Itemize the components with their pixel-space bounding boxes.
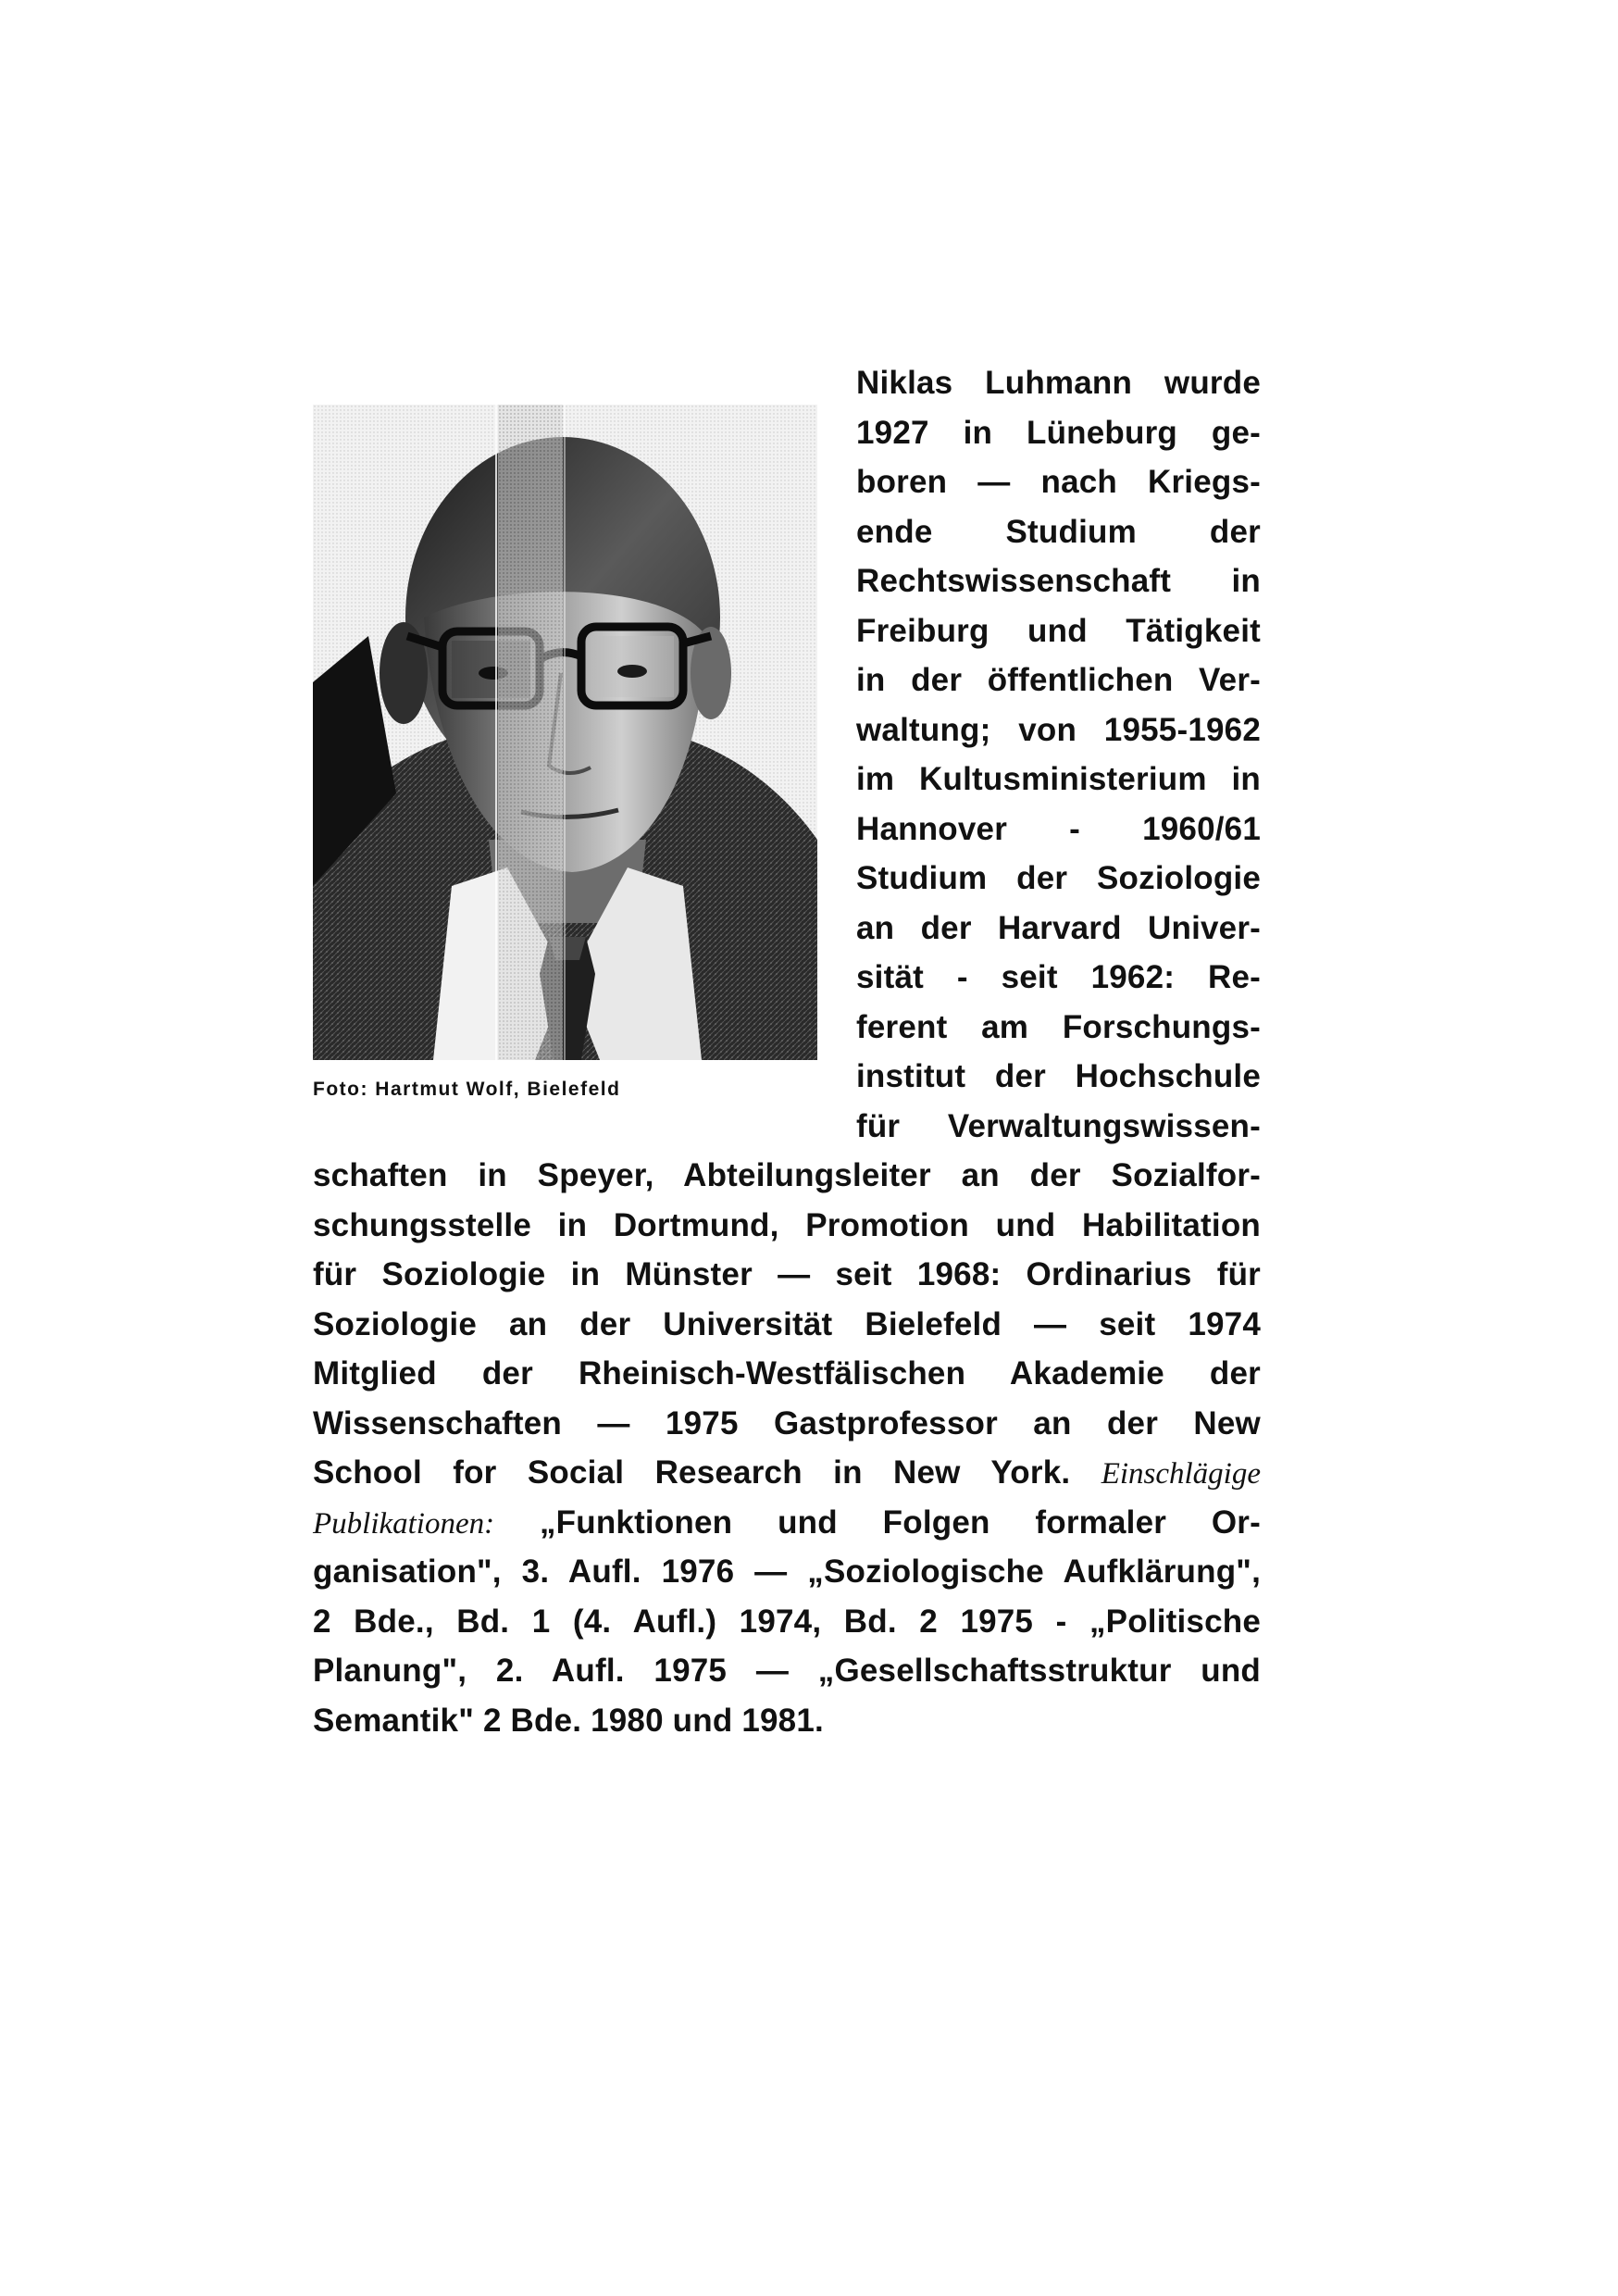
bio-line: Mitglied der Rheinisch-Westfälischen Akademie der bbox=[313, 1355, 1261, 1391]
bio-line: Wissenschaften — 1975 Gastprofessor an der New bbox=[313, 1404, 1261, 1441]
bio-line: Semantik" 2 Bde. 1980 und 1981. bbox=[313, 1702, 824, 1739]
bio-line: waltung; von 1955-1962 bbox=[856, 711, 1261, 748]
bio-line: ganisation", 3. Aufl. 1976 — „Soziologische Aufklärung", bbox=[313, 1554, 1261, 1590]
bio-line-italic: Publikationen: bbox=[313, 1506, 495, 1541]
bio-line: an der Harvard Univer- bbox=[856, 909, 1261, 946]
bio-line: sität - seit 1962: Re- bbox=[856, 959, 1261, 995]
bio-line: für Soziologie in Münster — seit 1968: Ordinarius für bbox=[313, 1256, 1261, 1292]
bio-line: Planung", 2. Aufl. 1975 — „Gesellschaftsstruktur und bbox=[313, 1653, 1261, 1689]
bio-line: Studium der Soziologie bbox=[856, 860, 1261, 896]
bio-line-text: School for Social Research in New York. bbox=[313, 1454, 1071, 1491]
bio-line-italic: Einschlägige bbox=[1101, 1457, 1261, 1491]
bio-line: schaften in Speyer, Abteilungsleiter an der Sozialfor- bbox=[313, 1157, 1261, 1193]
bio-line: Rechtswissenschaft in bbox=[856, 563, 1261, 599]
bio-line: Niklas Luhmann wurde bbox=[856, 365, 1261, 401]
bio-line: in der öffentlichen Ver- bbox=[856, 662, 1261, 698]
bio-line: Freiburg und Tätigkeit bbox=[856, 612, 1261, 649]
photo-caption: Foto: Hartmut Wolf, Bielefeld bbox=[313, 1079, 621, 1100]
bio-line: schungsstelle in Dortmund, Promotion und Habilitation bbox=[313, 1206, 1261, 1243]
bio-line: im Kultusministerium in bbox=[856, 761, 1261, 797]
bio-line: Soziologie an der Universität Bielefeld — seit 1974 bbox=[313, 1305, 1261, 1342]
bio-line bbox=[313, 1448, 1261, 1498]
bio-line: für Verwaltungswissen- bbox=[856, 1107, 1261, 1144]
biography-text bbox=[313, 358, 1261, 1745]
bio-line: ende Studium der bbox=[856, 513, 1261, 550]
bio-line: Hannover - 1960/61 bbox=[856, 810, 1261, 847]
bio-line: 1927 in Lüneburg ge- bbox=[856, 414, 1261, 451]
bio-line: boren — nach Kriegs- bbox=[856, 464, 1261, 500]
bio-line: ferent am Forschungs- bbox=[856, 1008, 1261, 1045]
bio-line bbox=[313, 1498, 1261, 1548]
bio-line-text: „Funktionen und Folgen formaler Or- bbox=[539, 1504, 1261, 1541]
bio-line: institut der Hochschule bbox=[856, 1058, 1261, 1094]
bio-line: 2 Bde., Bd. 1 (4. Aufl.) 1974, Bd. 2 1975 - „Politische bbox=[313, 1603, 1261, 1640]
